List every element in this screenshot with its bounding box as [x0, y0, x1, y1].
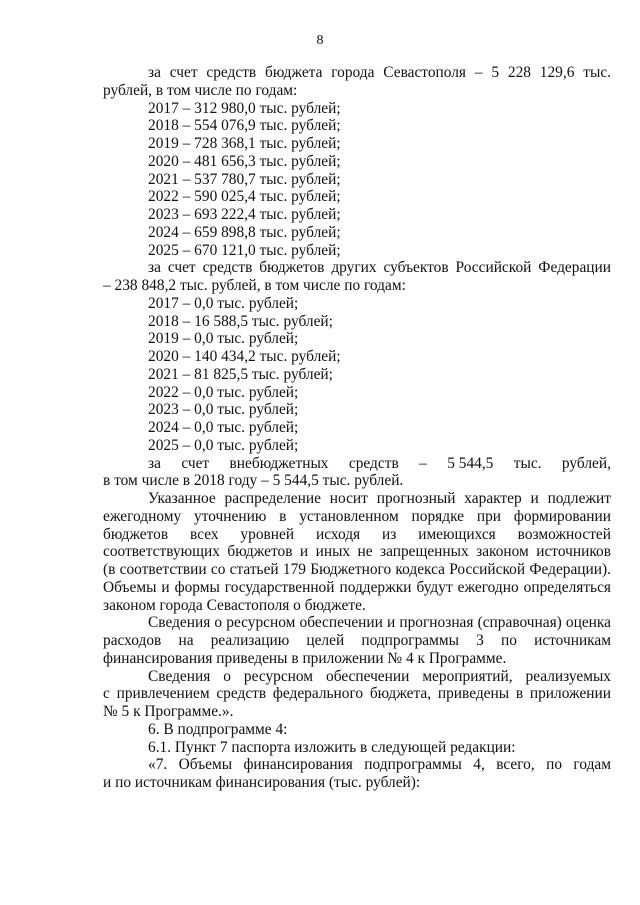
resources-paragraph — [103, 614, 611, 667]
paragraph-line: «7. Объемы финансирования подпрограммы 4, всего, по годам — [148, 756, 611, 774]
year-item: 2017 – 0,0 тыс. рублей; — [148, 294, 299, 312]
distribution-paragraph — [103, 490, 611, 614]
paragraph-line: ежегодному уточнению в установленном порядке при формировании — [103, 507, 611, 525]
paragraph-line: бюджетов всех уровней исходя из имеющихся возможностей — [103, 525, 611, 543]
year-item: 2022 – 590 025,4 тыс. рублей; — [148, 188, 341, 206]
year-item: 2018 – 16 588,5 тыс. рублей; — [148, 312, 333, 330]
year-item: 2025 – 670 121,0 тыс. рублей; — [148, 241, 341, 259]
sevastopol-intro-line: рублей, в том числе по годам: — [103, 81, 298, 99]
other-subjects-intro-line: за счет средств бюджетов других субъектов Российской Федерации — [148, 259, 611, 277]
paragraph-line: финансирования приведены в приложении № 4 к Программе. — [103, 649, 507, 667]
sevastopol-year-list — [103, 100, 611, 260]
year-item: 2021 – 81 825,5 тыс. рублей; — [148, 365, 333, 383]
item-7-paragraph — [103, 756, 611, 792]
year-item: 2020 – 481 656,3 тыс. рублей; — [148, 152, 341, 170]
extrabudgetary-section — [103, 455, 611, 491]
other-subjects-intro-line: – 238 848,2 тыс. рублей, в том числе по годам: — [103, 277, 406, 294]
paragraph-line: с привлечением средств федерального бюджета, приведены в приложении — [103, 685, 611, 703]
year-item: 2024 – 0,0 тыс. рублей; — [148, 419, 299, 436]
year-item: 2023 – 0,0 тыс. рублей; — [148, 401, 299, 419]
paragraph-line: № 5 к Программе.». — [103, 703, 234, 720]
paragraph-line: Сведения о ресурсном обеспечении и прогнозная (справочная) оценка — [148, 614, 611, 632]
year-item: 2022 – 0,0 тыс. рублей; — [148, 383, 299, 401]
paragraph-line: (в соответствии со статьей 179 Бюджетного кодекса Российской Федерации). — [103, 561, 611, 578]
word: внебюджетных — [229, 454, 329, 472]
sevastopol-intro-line: за счет средств бюджета города Севастополя – 5 228 129,6 тыс. — [148, 64, 611, 81]
year-item: 2024 – 659 898,8 тыс. рублей; — [148, 223, 341, 241]
year-item: 2019 – 0,0 тыс. рублей; — [148, 330, 299, 348]
word: за — [148, 454, 161, 472]
sevastopol-budget-section — [103, 64, 611, 259]
other-subjects-budget-section — [103, 259, 611, 454]
year-item: 2018 – 554 076,9 тыс. рублей; — [148, 117, 341, 135]
word: – — [419, 454, 427, 472]
paragraph-line: Сведения о ресурсном обеспечении мероприятий, реализуемых — [148, 667, 611, 685]
other-subjects-year-list — [103, 295, 611, 455]
paragraph-line: расходов на реализацию целей подпрограммы 3 по источникам — [103, 632, 611, 649]
year-item: 2017 – 312 980,0 тыс. рублей; — [148, 99, 341, 117]
federal-paragraph — [103, 668, 611, 721]
word: рублей, — [561, 454, 611, 472]
year-item: 2020 – 140 434,2 тыс. рублей; — [148, 348, 341, 365]
year-item: 2021 – 537 780,7 тыс. рублей; — [148, 170, 341, 188]
subprogram-4-heading: 6. В подпрограмме 4: — [148, 720, 288, 738]
extrabudgetary-line: в том числе в 2018 году – 5 544,5 тыс. рублей. — [103, 472, 404, 490]
paragraph-line: соответствующих бюджетов и иных не запрещенных законом источников — [103, 543, 611, 561]
paragraph-line: и по источникам финансирования (тыс. рублей): — [103, 774, 421, 791]
year-item: 2025 – 0,0 тыс. рублей; — [148, 436, 299, 454]
word: средств — [348, 454, 399, 472]
document-body — [103, 64, 611, 792]
paragraph-line: Указанное распределение носит прогнозный характер и подлежит — [148, 490, 611, 507]
word: счет — [181, 454, 210, 472]
extrabudgetary-line — [103, 455, 611, 473]
paragraph-line: законом города Севастополя о бюджете. — [103, 596, 366, 614]
word: тыс. — [513, 454, 542, 472]
year-item: 2019 – 728 368,1 тыс. рублей; — [148, 135, 341, 152]
word: 5 544,5 — [447, 454, 494, 472]
paragraph-line: Объемы и формы государственной поддержки будут ежегодно определяться — [103, 578, 611, 596]
item-6-1: 6.1. Пункт 7 паспорта изложить в следующей редакции: — [148, 738, 516, 756]
page-number: 8 — [316, 33, 324, 48]
year-item: 2023 – 693 222,4 тыс. рублей; — [148, 206, 341, 223]
